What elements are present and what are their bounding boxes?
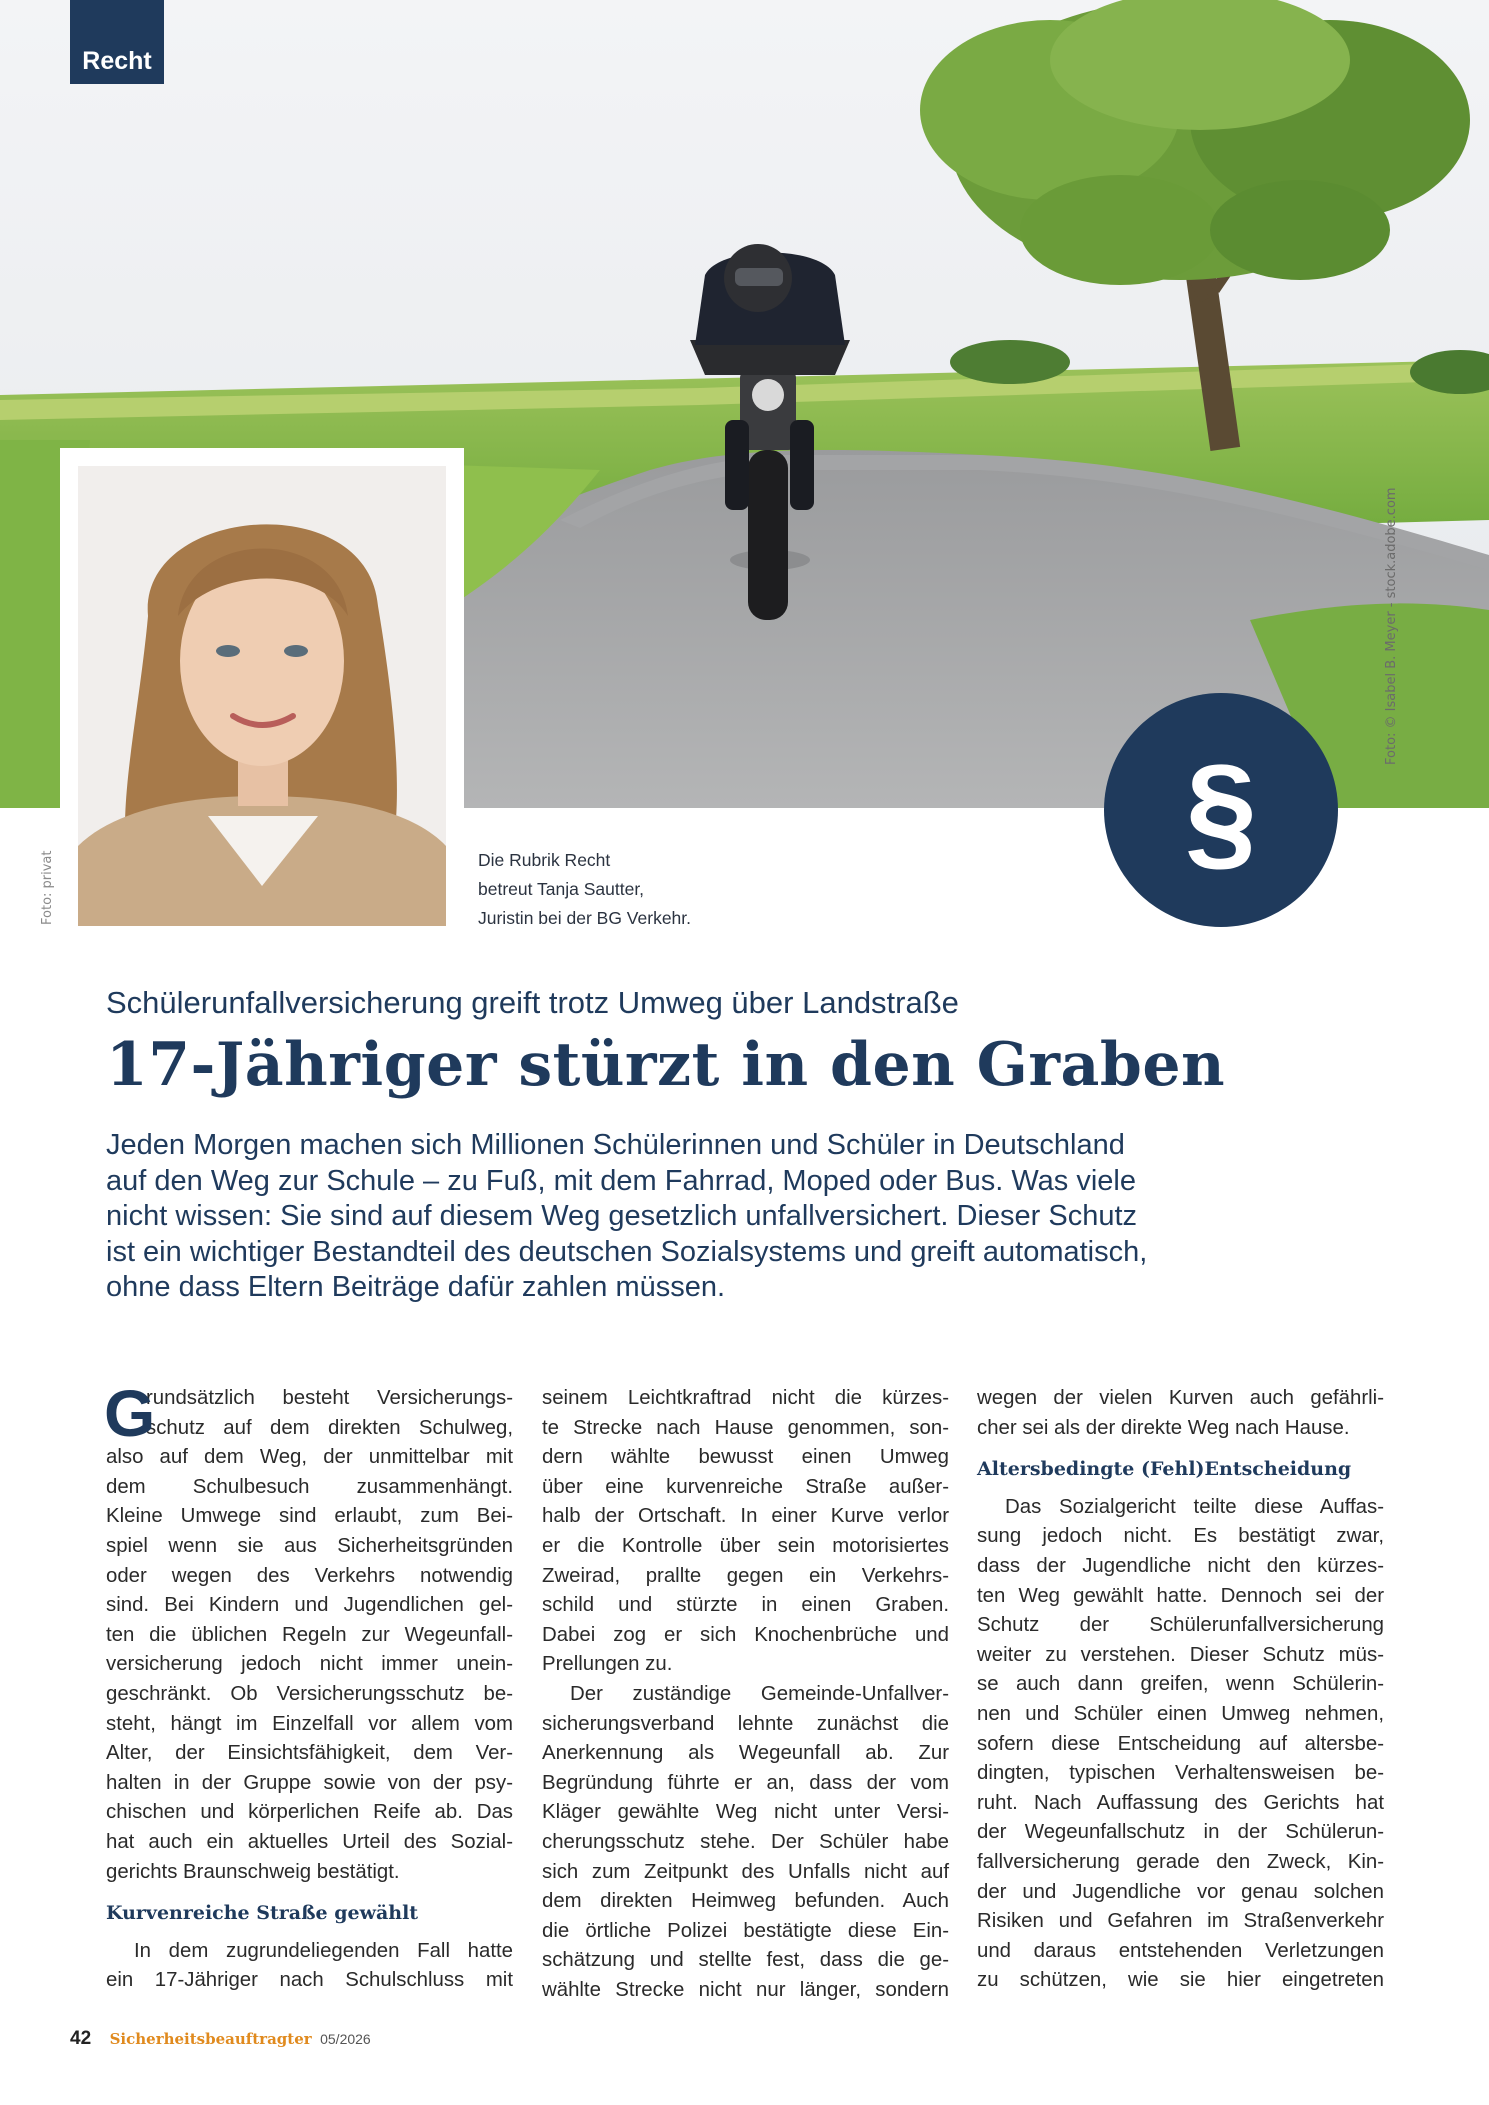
portrait-illustration bbox=[78, 466, 446, 926]
text-line: Anerkennung als Wegeunfall ab. Zur bbox=[542, 1742, 949, 1765]
text-line: te Strecke nach Hause genommen, son- bbox=[542, 1416, 949, 1439]
text-line: halten in der Gruppe sowie von der psy- bbox=[106, 1771, 513, 1794]
text-line: cher sei als der direkte Weg nach Hause. bbox=[977, 1416, 1350, 1439]
text-line: ten Weg gewählt hatte. Dennoch sei der bbox=[977, 1584, 1384, 1607]
text-line: halb der Ortschaft. In einer Kurve verlor bbox=[542, 1505, 949, 1528]
text-line: schätzung und stellte fest, dass die ge- bbox=[542, 1949, 949, 1972]
text-line: schutz auf dem direkten Schulweg, bbox=[146, 1416, 513, 1439]
text-line: Der zuständige Gemeinde-Unfallver- bbox=[570, 1682, 949, 1705]
text-line: Alter, der Einsichtsfähigkeit, dem Ver- bbox=[106, 1742, 513, 1765]
text-line: se auch dann greifen, wenn Schülerin- bbox=[977, 1673, 1384, 1696]
text-line: oder wegen des Verkehrs notwendig bbox=[106, 1564, 513, 1587]
text-line: Prellungen zu. bbox=[542, 1653, 673, 1676]
text-line: gerichts Braunschweig bestätigt. bbox=[106, 1860, 400, 1883]
subheading: Kurvenreiche Straße gewählt bbox=[106, 1902, 419, 1925]
text-line: zu schützen, wie sie hier eingetreten bbox=[977, 1969, 1384, 1992]
text-line: dingten, typischen Verhaltensweisen be- bbox=[977, 1762, 1384, 1785]
text-line: nen und Schüler einen Umweg nehmen, bbox=[977, 1702, 1384, 1725]
author-portrait bbox=[78, 466, 446, 926]
text-line: sich zum Zeitpunkt des Unfalls nicht auf bbox=[542, 1860, 949, 1883]
article-headline: 17-Jähriger stürzt in den Graben bbox=[106, 1030, 1226, 1100]
magazine-name: Sicherheitsbeauftragter bbox=[109, 2030, 312, 2048]
text-line: wählte Strecke nicht nur länger, sondern bbox=[542, 1978, 949, 2001]
section-tag: Recht bbox=[70, 0, 164, 84]
drop-cap: G bbox=[104, 1376, 156, 1450]
text-line: der Wegeunfallschutz in der Schülerun- bbox=[977, 1821, 1384, 1844]
paragraph-symbol-badge bbox=[1104, 693, 1338, 927]
lead-line: ohne dass Eltern Beiträge dafür zahlen müssen. bbox=[106, 1271, 726, 1303]
body-column-3 bbox=[977, 1384, 1384, 1996]
text-line: dem direkten Heimweg befunden. Auch bbox=[542, 1890, 949, 1913]
text-line: rundsätzlich besteht Versicherungs- bbox=[146, 1387, 513, 1409]
text-line: fallversicherung gerade den Zweck, Kin- bbox=[977, 1850, 1384, 1873]
text-line: seinem Leichtkraftrad nicht die kürzes- bbox=[542, 1387, 949, 1409]
text-line: spiel wenn sie aus Sicherheitsgründen bbox=[106, 1534, 513, 1557]
page-number: 42 bbox=[70, 2028, 92, 2049]
caption-line: Juristin bei der BG Verkehr. bbox=[478, 908, 692, 928]
text-line: ein 17-Jähriger nach Schulschluss mit bbox=[106, 1969, 513, 1992]
text-line: Schutz der Schülerunfallversicherung bbox=[977, 1614, 1384, 1637]
lead-line: Jeden Morgen machen sich Millionen Schülerinnen und Schüler in Deutschland bbox=[106, 1129, 1125, 1161]
text-line: sofern diese Entscheidung auf altersbe- bbox=[977, 1732, 1384, 1755]
lead-line: nicht wissen: Sie sind auf diesem Weg gesetzlich unfallversichert. Dieser Schutz bbox=[106, 1200, 1138, 1232]
article-kicker: Schülerunfallversicherung greift trotz Umweg über Landstraße bbox=[106, 985, 959, 1020]
text-line: ten die üblichen Regeln zur Wegeunfall- bbox=[106, 1623, 513, 1646]
body-column-2 bbox=[542, 1384, 949, 2005]
text-line: Begründung führte er an, dass der vom bbox=[542, 1771, 949, 1794]
text-line: Dabei zog er sich Knochenbrüche und bbox=[542, 1623, 949, 1646]
text-line: chischen und körperlichen Reife ab. Das bbox=[106, 1801, 513, 1824]
text-line: hat auch ein aktuelles Urteil des Sozial- bbox=[106, 1830, 513, 1853]
text-line: cherungsschutz stehe. Der Schüler habe bbox=[542, 1830, 949, 1853]
body-column-1 bbox=[104, 1376, 513, 1996]
text-line: Kleine Umwege sind erlaubt, zum Bei- bbox=[106, 1505, 513, 1528]
text-line: In dem zugrundeliegenden Fall hatte bbox=[134, 1939, 513, 1962]
text-line: dern wählte bewusst einen Umweg bbox=[542, 1446, 949, 1469]
text-line: ruht. Nach Auffassung des Gerichts hat bbox=[977, 1791, 1384, 1814]
caption-line: Die Rubrik Recht bbox=[478, 850, 611, 870]
page-footer bbox=[70, 2028, 371, 2050]
text-line: Zweirad, prallte gegen ein Verkehrs- bbox=[542, 1564, 949, 1587]
text-line: sind. Bei Kindern und Jugendlichen gel- bbox=[106, 1594, 513, 1617]
text-line: wegen der vielen Kurven auch gefährli- bbox=[977, 1387, 1384, 1409]
text-line: versicherung jedoch nicht immer unein- bbox=[106, 1653, 513, 1676]
hero-photo-credit: Foto: © Isabel B. Meyer - stock.adobe.com bbox=[1384, 487, 1399, 765]
text-line: er die Kontrolle über sein motorisiertes bbox=[542, 1534, 949, 1557]
text-line: also auf dem Weg, der unmittelbar mit bbox=[106, 1446, 513, 1469]
text-line: geschränkt. Ob Versicherungsschutz be- bbox=[106, 1682, 513, 1705]
text-line: Risiken und Gefahren im Straßenverkehr bbox=[977, 1910, 1384, 1933]
subheading: Altersbedingte (Fehl)Entscheidung bbox=[977, 1458, 1352, 1481]
issue-number: 05/2026 bbox=[320, 2031, 371, 2047]
portrait-photo-credit: Foto: privat bbox=[40, 850, 55, 925]
text-line: über eine kurvenreiche Straße außer- bbox=[542, 1475, 949, 1498]
text-line: dass der Jugendliche nicht den kürzes- bbox=[977, 1554, 1384, 1577]
text-line: weiter zu verstehen. Dieser Schutz müs- bbox=[977, 1643, 1384, 1666]
portrait-caption bbox=[478, 846, 798, 933]
caption-line: betreut Tanja Sautter, bbox=[478, 879, 645, 899]
lead-line: auf den Weg zur Schule – zu Fuß, mit dem Fahrrad, Moped oder Bus. Was viele bbox=[106, 1164, 1136, 1197]
text-line: die örtliche Polizei bestätigte diese Ein- bbox=[542, 1919, 949, 1942]
text-line: dem Schulbesuch zusammenhängt. bbox=[106, 1475, 513, 1498]
text-line: Kläger gewählte Weg nicht unter Versi- bbox=[542, 1801, 949, 1824]
article-lead bbox=[106, 1128, 1246, 1306]
text-line: sicherungsverband lehnte zunächst die bbox=[542, 1712, 949, 1735]
text-line: der und Jugendliche vor genau solchen bbox=[977, 1880, 1384, 1903]
text-line: sung jedoch nicht. Es bestätigt zwar, bbox=[977, 1525, 1384, 1548]
text-line: steht, hängt im Einzelfall vor allem vom bbox=[106, 1712, 513, 1735]
paragraph-icon: § bbox=[1184, 737, 1258, 883]
first-paragraph bbox=[104, 1376, 513, 1887]
text-line: schild und stürzte in einen Graben. bbox=[542, 1594, 949, 1617]
lead-line: ist ein wichtiger Bestandteil des deutschen Sozialsystems und greift automatisch, bbox=[106, 1235, 1148, 1268]
text-line: Das Sozialgericht teilte diese Auffas- bbox=[1005, 1495, 1384, 1518]
text-line: und daraus entstehenden Verletzungen bbox=[977, 1939, 1384, 1962]
